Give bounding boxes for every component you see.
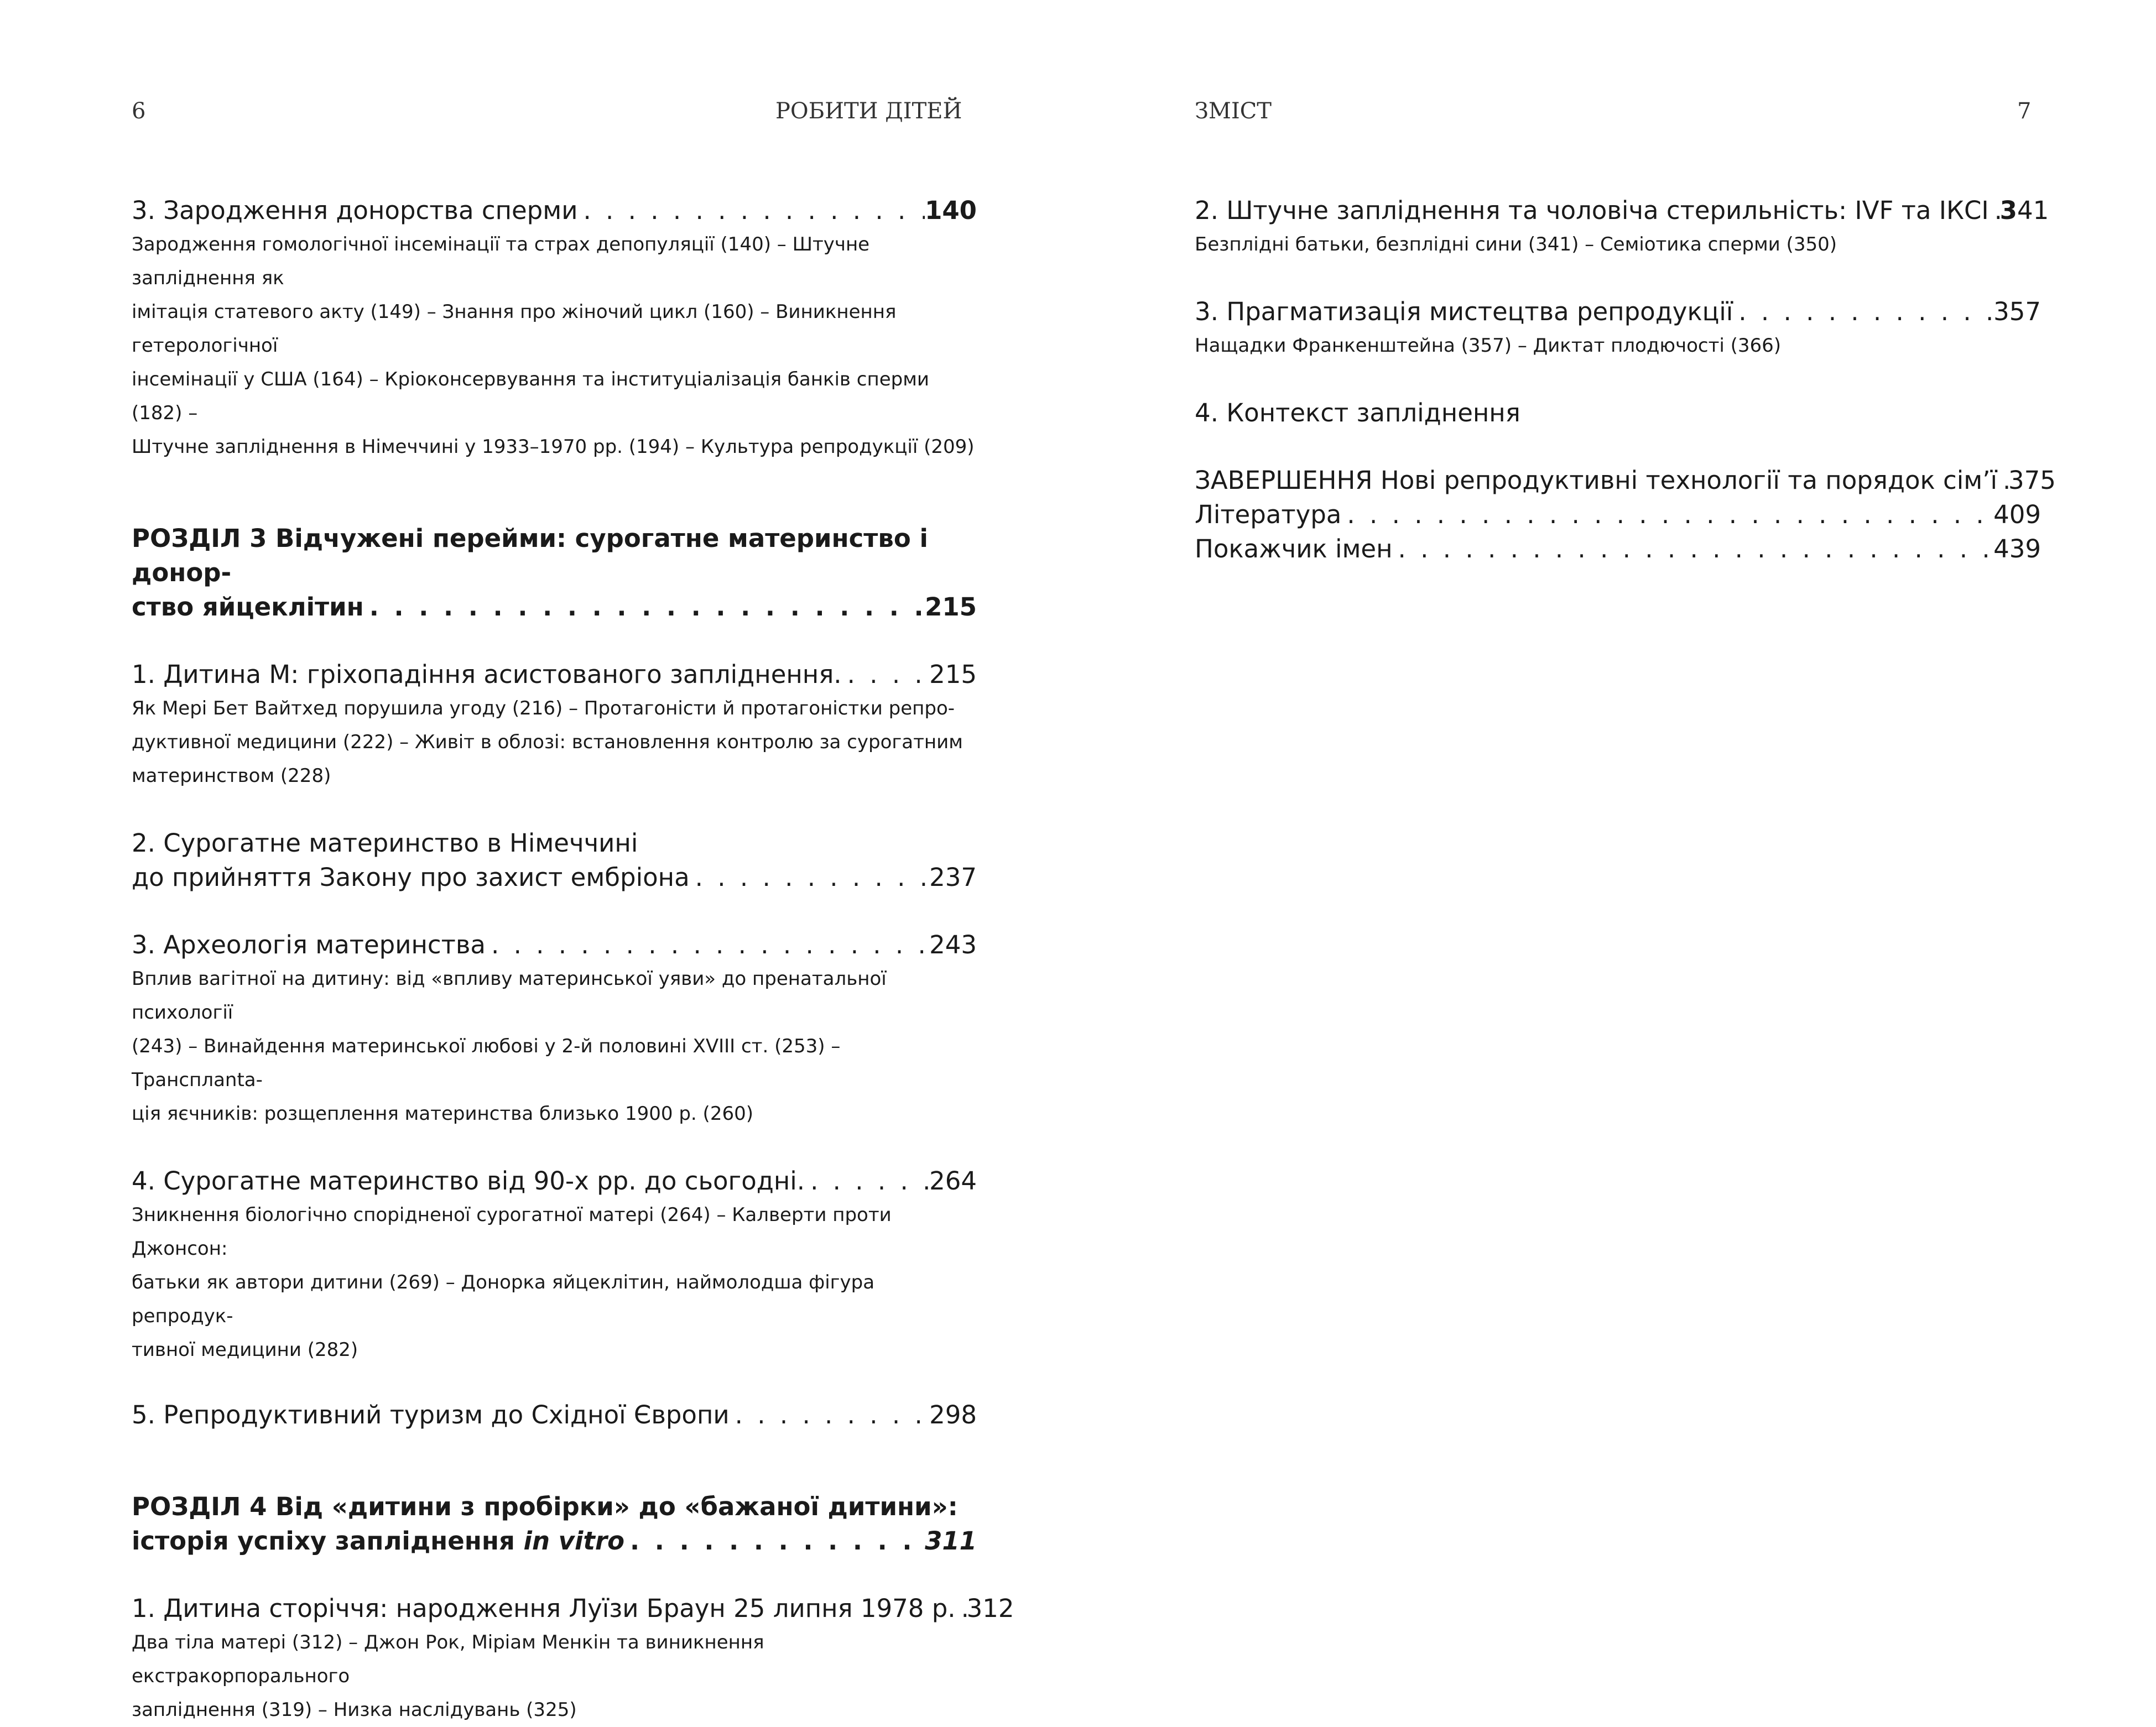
leader-dots xyxy=(1997,463,2008,498)
desc-line: Зникнення біологічно спорідненої сурогатної матері (264) – Калверти проти Джонсон: xyxy=(132,1204,892,1260)
toc-entry-description xyxy=(132,962,977,1131)
toc-entry-title-line1: 2. Сурогатне материнство в Німеччині xyxy=(132,828,638,858)
toc-entry xyxy=(1195,194,2049,228)
toc-left xyxy=(132,194,1014,1727)
desc-line: (243) – Винайдення материнської любові у 2-й половині XVIII ст. (253) – Трансплanta- xyxy=(132,1035,841,1091)
toc-entry-title: 1. Дитина сторіччя: народження Луїзи Браун 25 липня 1978 р. xyxy=(132,1594,956,1623)
toc-entry-page: 237 xyxy=(929,863,977,892)
desc-line: Нащадки Франкенштейна (357) – Диктат плодючості (366) xyxy=(1195,335,1782,357)
toc-entry-title: 2. Штучне запліднення та чоловіча стерильність: IVF та ІКСІ xyxy=(1195,196,1989,225)
running-head-left: РОБИТИ ДІТЕЙ xyxy=(775,98,962,124)
desc-line: імітація статевого акту (149) – Знання про жіночий цикл (160) – Виникнення гетерологічної xyxy=(132,301,897,357)
leader-dots xyxy=(486,928,929,962)
toc-entry xyxy=(1195,295,2041,329)
toc-entry xyxy=(1195,463,2056,498)
toc-entry-description xyxy=(132,692,977,793)
toc-entry-title: до прийняття Закону про захист ембріона xyxy=(132,863,690,892)
left-page xyxy=(0,0,1078,1721)
toc-entry xyxy=(132,1164,977,1198)
toc-entry-page: 312 xyxy=(966,1594,1014,1623)
desc-line: тивної медицини (282) xyxy=(132,1339,358,1361)
toc-entry-title: 4. Контекст запліднення xyxy=(1195,398,1520,427)
right-page xyxy=(1078,0,2156,1568)
leader-dots xyxy=(1341,498,1993,532)
page-number-left: 6 xyxy=(132,98,146,124)
desc-line: ція яєчників: розщеплення материнства близько 1900 р. (260) xyxy=(132,1103,753,1125)
leader-dots xyxy=(730,1398,929,1432)
running-head-right: ЗМІСТ xyxy=(1195,98,1272,124)
chapter-heading: РОЗДІЛ 4 Від «дитини з пробірки» до «бажаної дитини»: xyxy=(132,1492,958,1521)
leader-dots xyxy=(1393,532,1994,566)
desc-line: інсемінації у США (164) – Кріоконсервування та інституціалізація банків сперми (182) – xyxy=(132,368,929,424)
desc-line: Вплив вагітної на дитину: від «впливу материнської уяви» до пренатальної психології xyxy=(132,968,887,1024)
leader-dots xyxy=(624,1524,925,1558)
chapter-title-italic: in vitro xyxy=(523,1526,625,1556)
toc-entry-description xyxy=(1195,329,2041,363)
toc-entry-description xyxy=(132,1198,977,1367)
chapter-page: 311 xyxy=(925,1526,977,1556)
toc-entry xyxy=(132,1398,977,1432)
toc-entry xyxy=(132,928,977,962)
toc-entry xyxy=(1195,498,2041,532)
toc-entry xyxy=(132,1592,1014,1626)
chapter-page: 215 xyxy=(925,592,977,622)
toc-entry-title: 5. Репродуктивний туризм до Східної Європи xyxy=(132,1400,730,1429)
leader-dots xyxy=(1733,295,1993,329)
toc-entry xyxy=(132,194,977,228)
page-number-right: 7 xyxy=(2017,98,2032,124)
toc-entry-page: 298 xyxy=(929,1400,977,1429)
desc-line: дуктивної медицини (222) – Живіт в облозі: встановлення контролю за сурогатним xyxy=(132,731,963,753)
toc-entry-page: 439 xyxy=(1993,534,2041,564)
toc-entry-title: 3. Зародження донорства сперми xyxy=(132,196,578,225)
leader-dots xyxy=(805,1164,929,1198)
chapter-heading: РОЗДІЛ 3 Відчужені перейми: сурогатне материнство і донор- xyxy=(132,524,928,587)
toc-entry-page: 215 xyxy=(929,660,977,689)
toc-entry-page: 375 xyxy=(2008,466,2056,495)
toc-entry-title: 3. Археологія материнства xyxy=(132,930,486,959)
toc-entry-title: Покажчик імен xyxy=(1195,534,1393,564)
toc-entry-page xyxy=(2000,194,2049,228)
leader-dots xyxy=(577,194,925,228)
toc-right xyxy=(1195,194,2056,566)
toc-entry-page: 243 xyxy=(929,930,977,959)
page-digit-bold: 3 xyxy=(1999,196,2017,225)
toc-entry-page: 264 xyxy=(929,1166,977,1196)
toc-entry-title: 3. Прагматизація мистецтва репродукції xyxy=(1195,297,1733,326)
page-digits: 41 xyxy=(2017,196,2049,225)
leader-dots xyxy=(364,590,925,624)
toc-entry-title: Література xyxy=(1195,500,1342,529)
toc-entry-description xyxy=(132,228,977,464)
desc-line: Два тіла матері (312) – Джон Рок, Міріам Менкін та виникнення екстракорпорального xyxy=(132,1631,764,1687)
toc-entry xyxy=(1195,532,2041,566)
desc-line: Безплідні батьки, безплідні сини (341) – Семіотика сперми (350) xyxy=(1195,233,1837,255)
toc-entry-title: ЗАВЕРШЕННЯ Нові репродуктивні технології та порядок сім’ї xyxy=(1195,466,1998,495)
desc-line: запліднення (319) – Низка наслідувань (325) xyxy=(132,1699,577,1721)
chapter-title: ство яйцеклітин xyxy=(132,592,364,622)
toc-entry-page: 409 xyxy=(1993,500,2041,529)
desc-line: Як Мері Бет Вайтхед порушила угоду (216) – Протагоністи й протагоністки репро- xyxy=(132,697,955,719)
desc-line: Зародження гомологічної інсемінації та страх депопуляції (140) – Штучне запліднення як xyxy=(132,233,870,289)
toc-entry-description xyxy=(132,1626,977,1727)
chapter-title-main: історія успіху запліднення xyxy=(132,1526,524,1556)
leader-dots xyxy=(1989,194,2000,228)
toc-entry-description xyxy=(1195,228,2041,262)
leader-dots xyxy=(842,658,929,692)
leader-dots xyxy=(956,1592,967,1626)
chapter-heading-line2 xyxy=(132,590,977,624)
toc-entry xyxy=(132,860,977,895)
leader-dots xyxy=(690,860,929,895)
toc-entry-title: 4. Сурогатне материнство від 90-х рр. до сьогодні. xyxy=(132,1166,805,1196)
toc-entry-page: 140 xyxy=(925,196,977,225)
desc-line: Штучне запліднення в Німеччині у 1933–1970 рр. (194) – Культура репродукції (209) xyxy=(132,436,975,458)
desc-line: батьки як автори дитини (269) – Донорка яйцеклітин, наймолодша фігура репродук- xyxy=(132,1271,875,1327)
toc-entry-title: 1. Дитина М: гріхопадіння асистованого запліднення. xyxy=(132,660,842,689)
chapter-title xyxy=(132,1524,624,1558)
chapter-heading-line2 xyxy=(132,1524,977,1558)
desc-line: материнством (228) xyxy=(132,765,331,787)
toc-entry xyxy=(132,658,977,692)
toc-entry-page: 357 xyxy=(1993,297,2041,326)
